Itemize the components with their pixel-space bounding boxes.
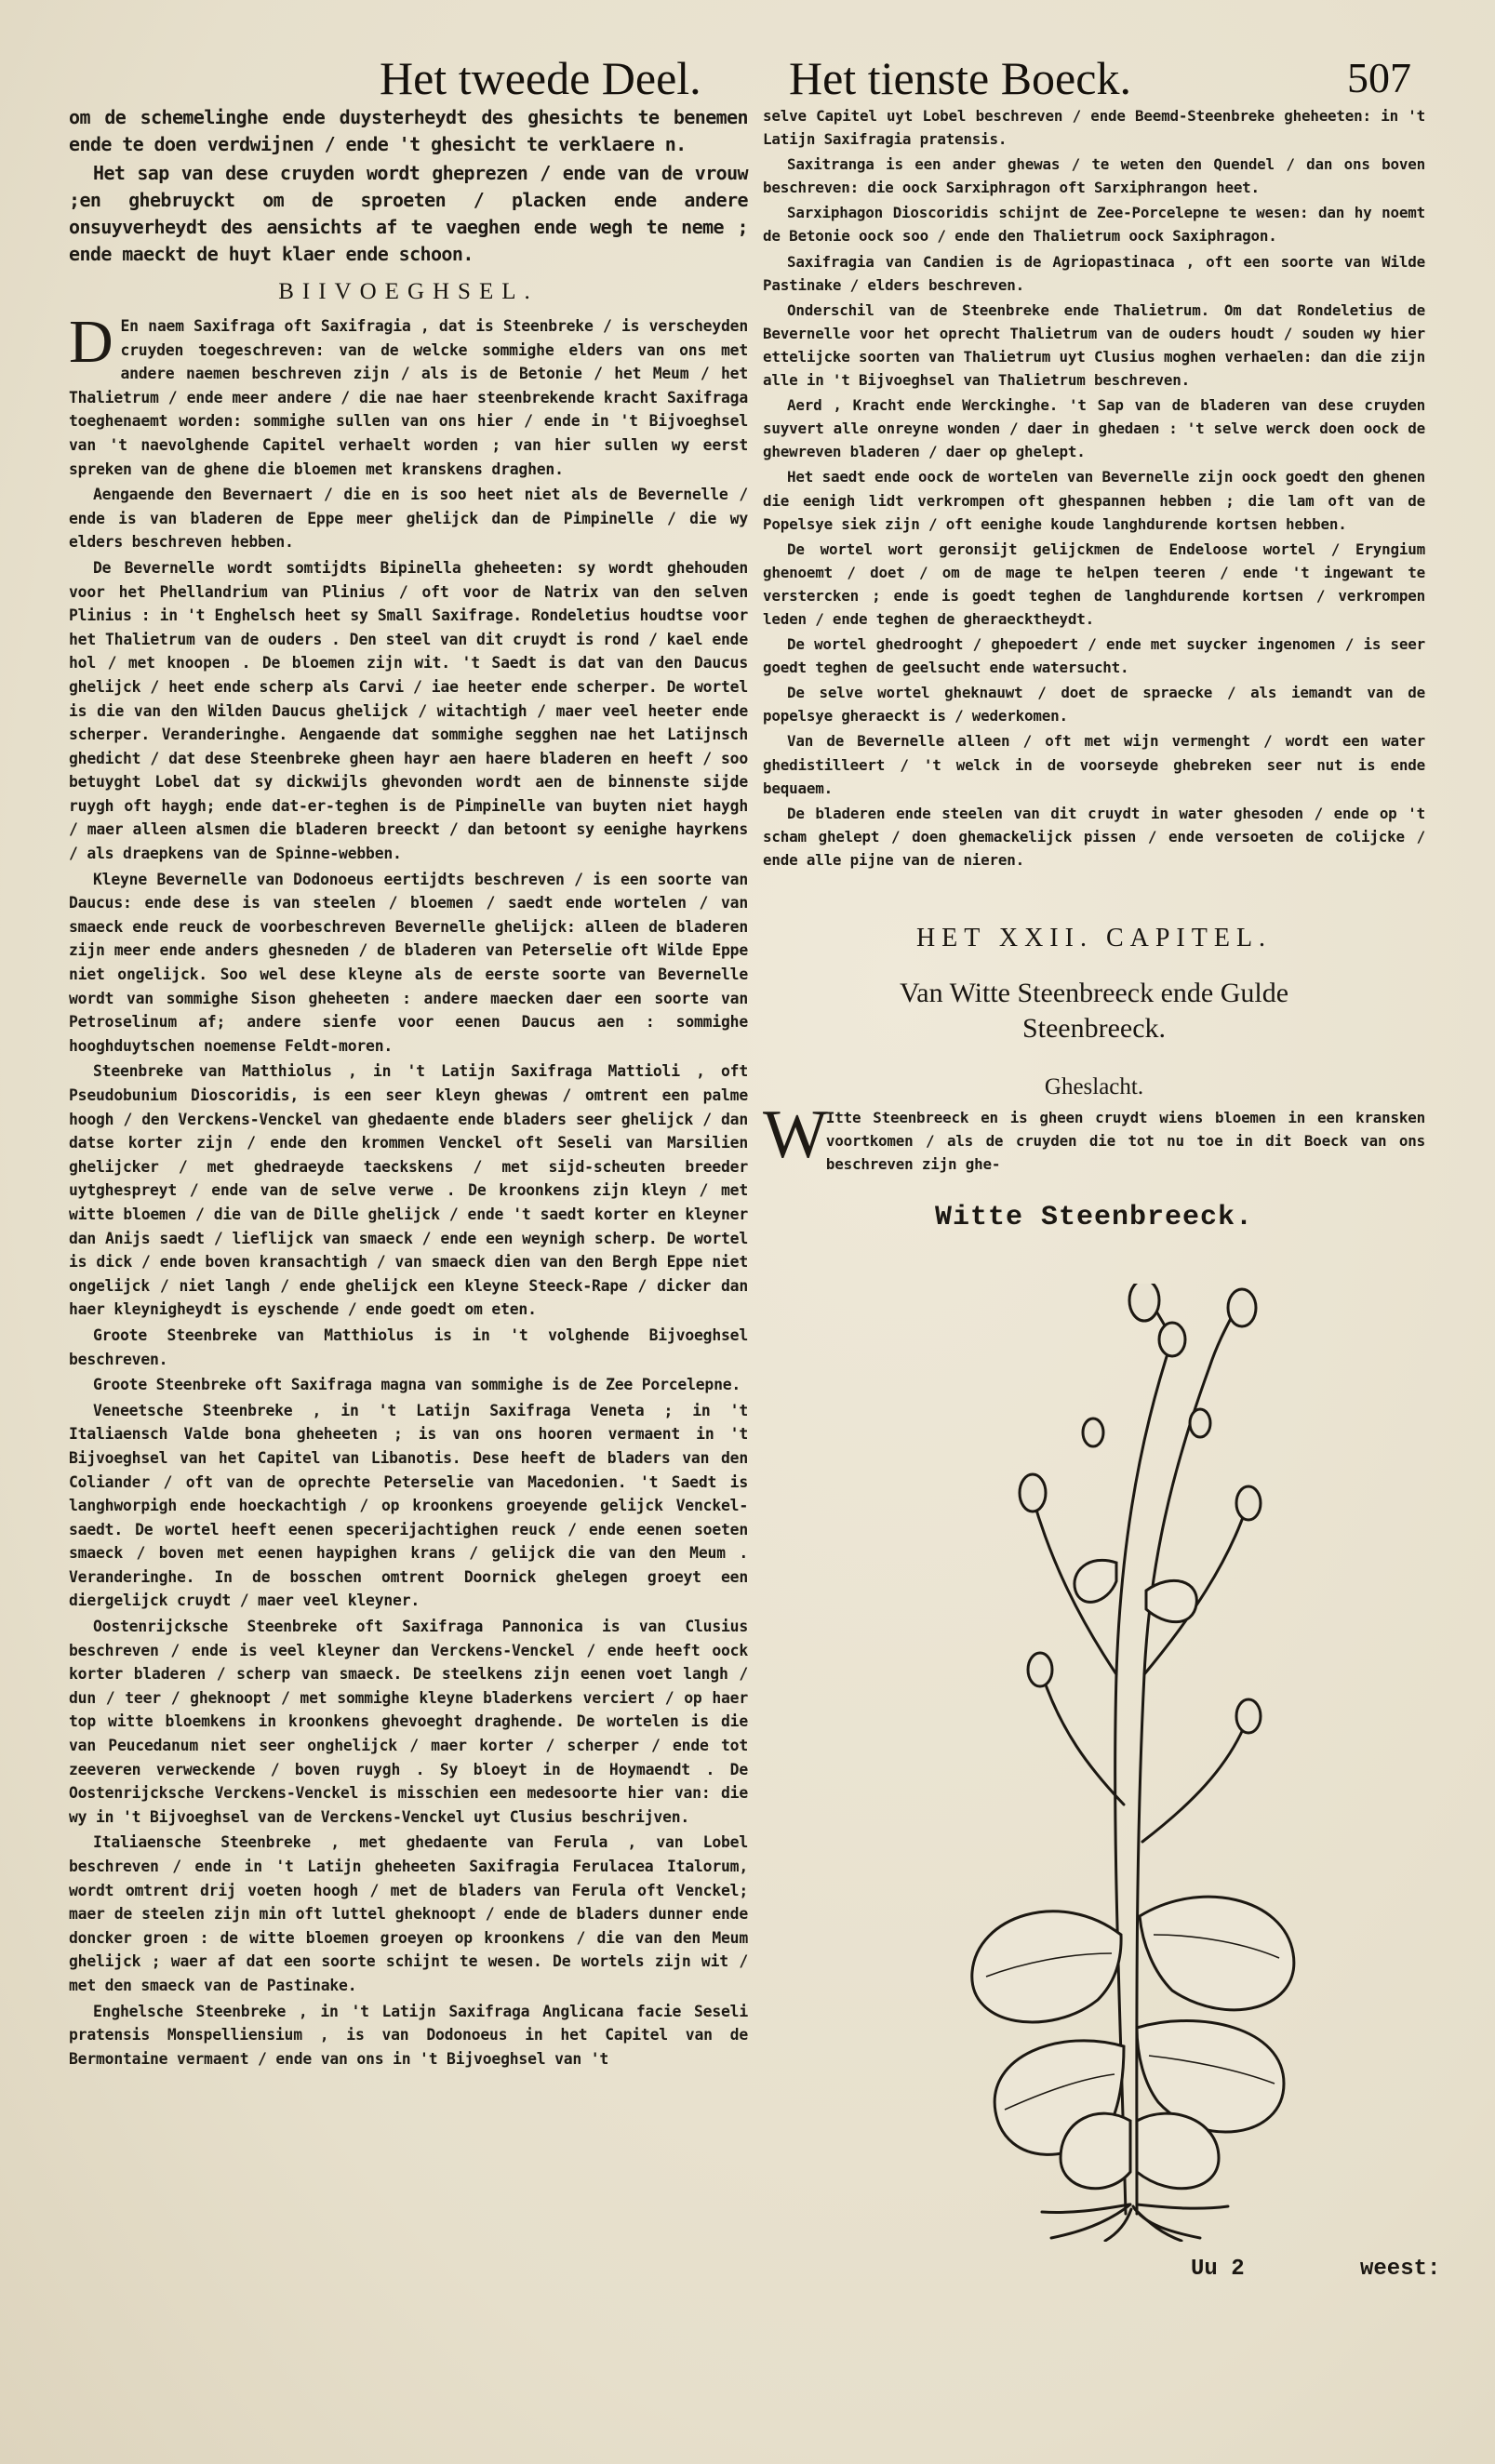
chapter-title xyxy=(763,976,1425,1046)
body-paragraph: De Bevernelle wordt somtijdts Bipinella gheheeten: sy wordt ghehouden voor het Phellandrium van Plinius / oft voor de Natrix van den selven Plinius : in 't Enghelsch heet sy Small Saxifrage. Rondeletius houdtse voor het Thalietrum van de ouders . Den steel van dit cruydt is rond / kael ende hol / met knoopen . De bloemen zijn wit. 't Saedt is dat van den Daucus ghelijck / heet ende scherp als Carvi / iae heeter ende scherper. De wortel is die van den Wilden Daucus ghelijck / witachtigh / maer veel heeter ende scherper. Veranderinghe. Aengaende dat sommighe segghen nae het Latijnsch ghedicht / dat dese Steenbreke gheen hayr aen haere bladeren en heeft / soo betuyght Lobel dat sy dickwijls ghevonden wordt aen de binnenste sijde ruygh oft haygh; ende dat-er-teghen is de Pimpinelle van buyten niet haygh / maer alleen alsmen die bladeren breeckt / dan betoont sy eenighe hayrkens / als draepkens van de Spinne-webben. xyxy=(69,558,748,863)
body-paragraph: Onderschil van de Steenbreke ende Thalietrum. Om dat Rondeletius de Bevernelle voor het oprecht Thalietrum van de ouders houdt / souden wy hier ettelijcke soorten van Thalietrum uyt Clusius moghen verhaelen: dan die zijn alle in 't Bijvoeghsel van Thalietrum beschreven. xyxy=(763,300,1425,390)
body-paragraph: Italiaensche Steenbreke , met ghedaente van Ferula , van Lobel beschreven / ende in 't Latijn gheheeten Saxifragia Ferulacea Italorum, wordt omtrent drij voeten hoogh / met de bladers van Ferula oft Venckel; maer de steelen zijn min oft luttel gheknoopt / ende de bladers dunner ende doncker groen : de witte bloemen groeyen op kroonkens / die van den Meum ghelijck ; waer af dat een soorte schijnt te wesen. De wortels zijn wit / met den smaeck van de Pastinake. xyxy=(69,1833,748,1994)
chapter-first-paragraph-text: Itte Steenbreeck en is gheen cruydt wiens bloemen in een kransken voortkomen / als de cruyden die tot nu toe in dit Boeck van ons beschreven zijn ghe- xyxy=(825,1109,1425,1174)
body-paragraph: Oostenrijcksche Steenbreke oft Saxifraga Pannonica is van Clusius beschreven / ende is veel kleyner dan Verckens-Venckel / ende heeft oock korter bladeren / scherp van smaeck. De steelkens zijn eenen voet langh / dun / teer / gheknoopt / met sommighe kleyne bladerkens verciert / op haer top witte bloemkens in kroonkens ghevoeght draghende. De wortelen is die van Peucedanum niet seer onghelijck / maer korter / scherper / ende tot zeeveren verweckende / boven ruygh . Sy bloeyt in de Hoymaendt . De Oostenrijcksche Verckens-Venckel is misschien een medesoorte hier van: die wy in 't Bijvoeghsel van de Verckens-Venckel uyt Clusius beschrijven. xyxy=(69,1618,748,1826)
first-paragraph xyxy=(69,308,748,481)
right-column xyxy=(763,104,1425,1233)
drop-capital: W xyxy=(763,1097,821,1173)
left-column xyxy=(69,104,748,2072)
intro-paragraph: om de schemelinghe ende duysterheydt des ghesichts te benemen ende te doen verdwijnen / ende 't ghesicht te verklaere n. xyxy=(69,106,748,155)
body-paragraph: Enghelsche Steenbreke , in 't Latijn Saxifraga Anglicana facie Seseli pratensis Monspelliensium , is van Dodonoeus in het Capitel van de Bermontaine vermaent / ende van ons in 't Bijvoeghsel van 't xyxy=(69,2002,748,2068)
page-number: 507 xyxy=(1347,54,1411,101)
chapter-title-line: Van Witte Steenbreeck ende Gulde xyxy=(899,978,1289,1008)
body-paragraph: De selve wortel gheknauwt / doet de spraecke / als iemandt van de popelsye gheraeckt is / wederkomen. xyxy=(763,684,1425,726)
body-paragraph: Steenbreke van Matthiolus , in 't Latijn Saxifraga Mattioli , oft Pseudobunium Dioscoridis, is een seer kleyn ghewas / omtrent een palme hoogh / den Verckens-Venckel van ghedaente ende bladers seer ghelijck / dan datse korter zijn / ende den krommen Venckel oft Seseli van Marsilien ghelijcker / met ghedraeyde taeckskens / met sijd-scheuten breeder uytghespreyt / ende van de selve verwe . De kroonkens zijn kleyn / met witte bloemen / die van de Dille ghelijck / ende 't saedt korter en kleyner dan Anijs saedt / lieflijck van smaeck / ende een weynigh scherp. De wortel is dick / ende boven kransachtigh / van smaeck dien van den Bergh Eppe niet ongelijck / niet langh / ende ghelijck een kleyne Steeck-Rape / dicker dan haer kleynigheydt is eyschende / ende goedt om eten. xyxy=(69,1062,748,1319)
section-title: BIIVOEGHSEL. xyxy=(278,279,539,304)
body-paragraph: De wortel wort geronsijt gelijckmen de Endeloose wortel / Eryngium ghenoemt / doet / om de mage te helpen teeren / ende 't ingewant te verstercken ; ende is goedt teghen de langhdurende kortsen / verkrompen leden / ende teghen de gheraecktheydt. xyxy=(763,539,1425,628)
body-paragraph: selve Capitel uyt Lobel beschreven / ende Beemd-Steenbreke gheheeten: in 't Latijn Saxifragia pratensis. xyxy=(763,107,1425,149)
signature-mark: Uu 2 xyxy=(1191,2257,1245,2282)
woodcut-illustration xyxy=(893,1284,1377,2242)
chapter-title-line: Steenbreeck. xyxy=(1021,1013,1167,1044)
body-paragraph: Groote Steenbreke oft Saxifraga magna van sommighe is de Zee Porcelepne. xyxy=(93,1376,741,1394)
figure-caption: Witte Steenbreeck. xyxy=(934,1202,1254,1234)
body-paragraph: Aerd , Kracht ende Werckinghe. 't Sap van de bladeren van dese cruyden suyvert alle onreyne wonden / daer in ghedaen : 't selve werck doen oock de ghewreven bladeren / daer op ghelept. xyxy=(763,396,1425,461)
subsection-heading: Gheslacht. xyxy=(1044,1074,1144,1099)
body-paragraph: Saxitranga is een ander ghewas / te weten den Quendel / dan ons boven beschreven: die oock Sarxiphragon oft Sarxiphrangon heet. xyxy=(763,155,1425,197)
header-left-title: Het tweede Deel. xyxy=(380,52,701,104)
drop-capital: D xyxy=(69,308,113,376)
body-paragraph: Veneetsche Steenbreke , in 't Latijn Saxifraga Veneta ; in 't Italiaensch Valde bona gheheeten ; is van ons hooren vermaent in 't Bijvoeghsel van het Capitel van Libanotis. Dese heeft de bladers van den Coliander / oft van de oprechte Peterselie van Macedonien. 't Saedt is langhworpigh ende hoeckachtigh / op kroonkens groeyende gelijck Venckel-saedt. De wortel heeft eenen specerijachtighen reuck / ende eenen soeten smaeck / boven met eenen haypighen krans / gelijck die van den Meum . Veranderinghe. In de bosschen omtrent Doornick ghelegen groeyt een diergelijck cruydt / maer veel kleyner. xyxy=(69,1401,748,1610)
saxifrage-plant-drawing xyxy=(893,1284,1377,2242)
catchword: weest: xyxy=(1360,2257,1441,2282)
body-paragraph: Groote Steenbreke van Matthiolus is in 't volghende Bijvoeghsel beschreven. xyxy=(69,1325,748,1368)
body-paragraph: Het saedt ende oock de wortelen van Bevernelle zijn oock goedt den ghenen die eenigh lidt verkrompen oft ghespannen hebben ; die lam oft van de Popelsye siek zijn / oft eenighe koude langhdurende kortsen hebben. xyxy=(763,468,1425,533)
body-paragraph: De wortel ghedrooght / ghepoedert / ende met suycker ingenomen / is seer goedt teghen de geelsucht ende watersucht. xyxy=(763,635,1425,677)
body-paragraph: Aengaende den Bevernaert / die en is soo heet niet als de Bevernelle / ende is van bladeren de Eppe meer ghelijck dan de Pimpinelle / die wy elders beschreven hebben. xyxy=(69,486,748,552)
page-footer xyxy=(0,2257,1495,2303)
header-right-title: Het tienste Boeck. xyxy=(789,52,1131,104)
body-paragraph: Kleyne Bevernelle van Dodonoeus eertijdts beschreven / is een soorte van Daucus: ende dese is van steelen / bloemen / saedt ende wortelen / van smaeck ende reuck de voorbeschreven Bevernelle ghelijck: alleen de bladeren zijn meer ende anders ghesneden / de bladeren van Peterselie oft Wilde Eppe niet ongelijck. Soo wel dese kleyne als de eerste soorte van Bevernelle wordt van sommighe Sison gheheeten : andere maecken daer een soorte van Petroselinum af; andere sienfe voor eenen Daucus aen : sommighe hooghduytschen noemense Feldt-moren. xyxy=(69,870,748,1055)
body-paragraph: Sarxiphagon Dioscoridis schijnt de Zee-Porcelepne te wesen: dan hy noemt de Betonie oock soo / ende den Thalietrum oock Saxiphragon. xyxy=(763,204,1425,246)
body-paragraph: De bladeren ende steelen van dit cruydt in water ghesoden / ende op 't scham ghelept / doen ghemackelijck pissen / ende versoeten de colijcke / ende alle pijne van de nieren. xyxy=(763,804,1425,869)
chapter-heading: HET XXII. CAPITEL. xyxy=(915,924,1273,952)
body-paragraph: Van de Bevernelle alleen / oft met wijn vermenght / wordt een water ghedistilleert / 't welck in de voorseyde ghebreken seer nut is ende bequaem. xyxy=(763,732,1425,797)
intro-paragraph: Het sap van dese cruyden wordt gheprezen / ende van de vrouw ;en ghebruyckt om de sproeten / placken ende andere onsuyverheydt des aensichts af te vaeghen ende wegh te neme ; ende maeckt de huyt klaer ende schoon. xyxy=(69,162,748,265)
chapter-first-paragraph xyxy=(763,1097,1425,1176)
first-paragraph-text: En naem Saxifraga oft Saxifragia , dat is Steenbreke / is verscheyden cruyden toegeschreven: van de welcke sommighe elders van ons met andere naemen beschreven zijn / als is de Betonie / het Meum / het Thalietrum / ende meer andere / die nae haer steenbrekende kracht Saxifraga toeghenaemt worden: sommighe sullen van ons hier / ende in 't Bijvoeghsel van 't naevolghende Capitel verhaelt worden ; van hier sullen wy eerst spreken van de ghene die bloemen met kranskens draghen. xyxy=(69,317,748,478)
body-paragraph: Saxifragia van Candien is de Agriopastinaca , oft een soorte van Wilde Pastinake / elders beschreven. xyxy=(763,252,1425,294)
